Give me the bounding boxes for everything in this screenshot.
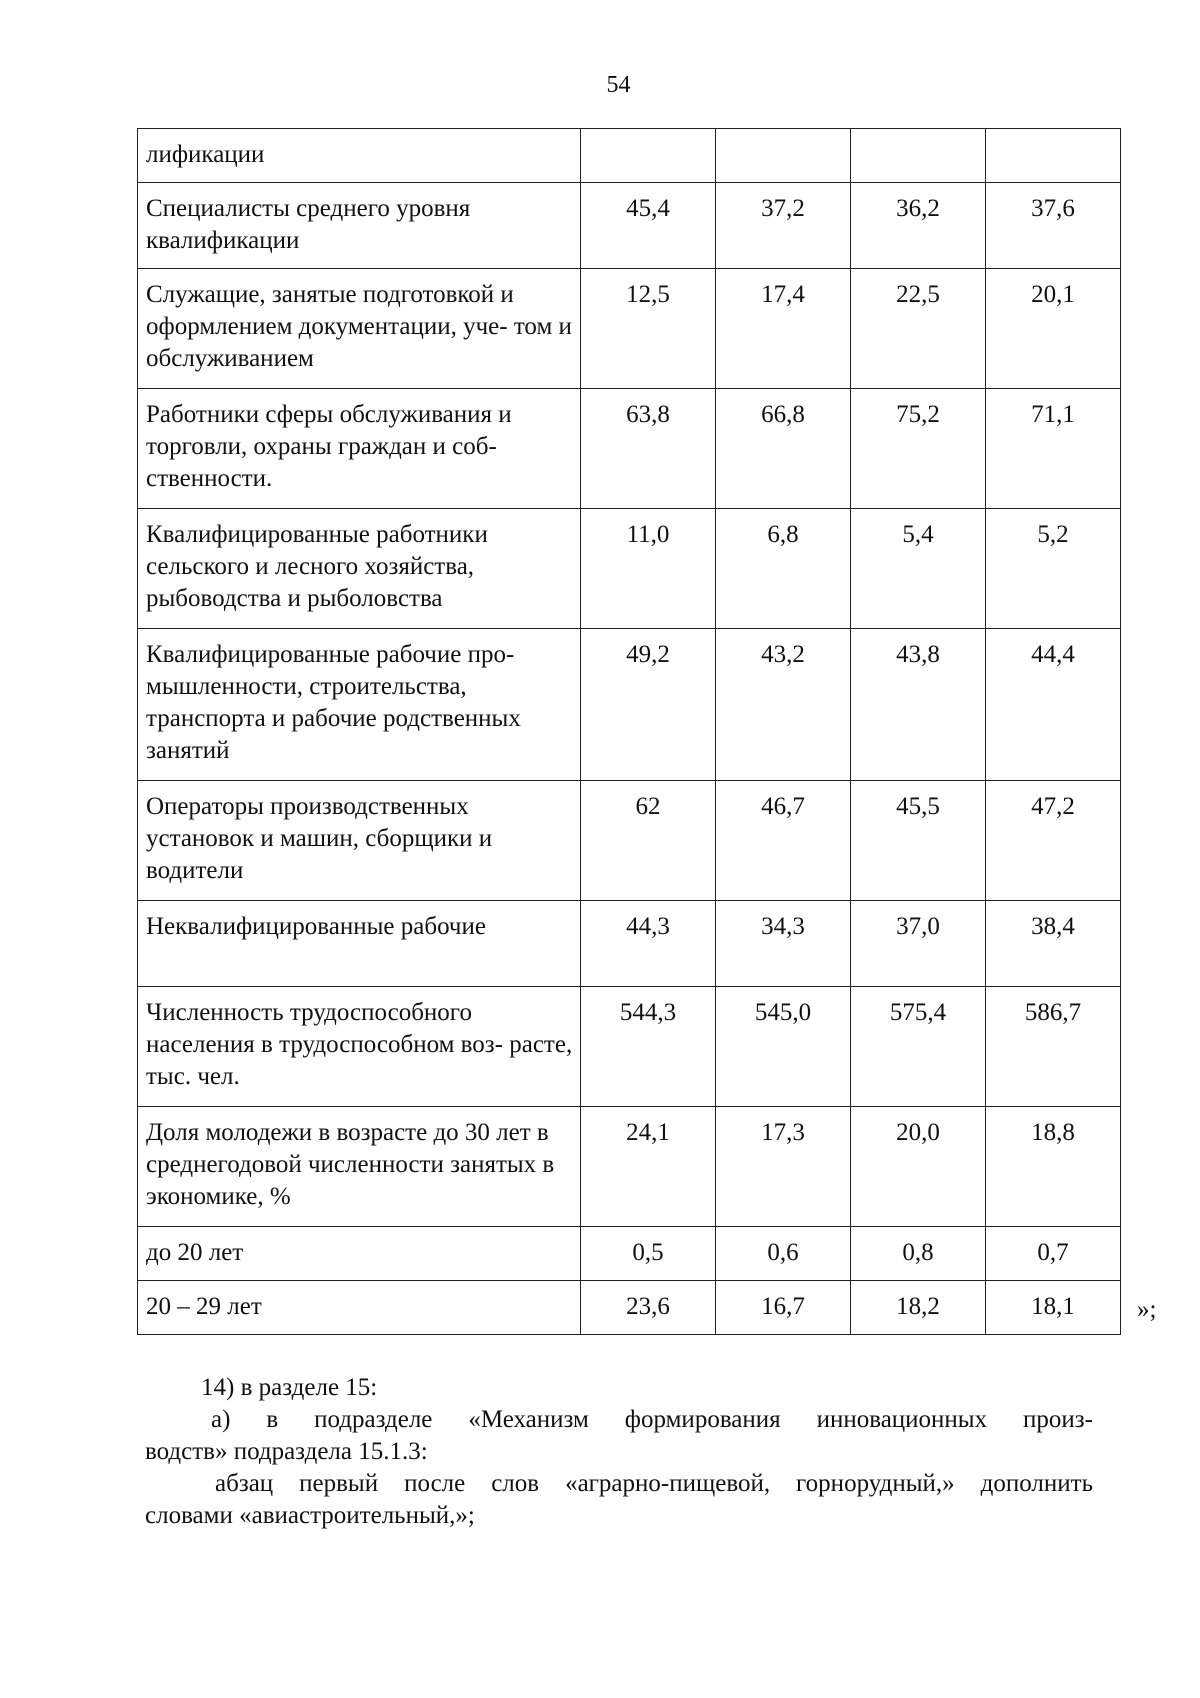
row-value: 6,8	[716, 509, 851, 629]
row-label: 20 – 29 лет	[138, 1281, 581, 1335]
row-value: 0,7	[986, 1227, 1121, 1281]
row-value: 45,4	[581, 183, 716, 269]
row-value: 44,3	[581, 901, 716, 987]
row-value: 11,0	[581, 509, 716, 629]
row-value: 37,0	[851, 901, 986, 987]
row-value	[986, 129, 1121, 183]
row-value: 44,4	[986, 629, 1121, 781]
row-label: Доля молодежи в возрасте до 30 лет в среднегодовой численности занятых в экономике, %	[138, 1107, 581, 1227]
row-label: до 20 лет	[138, 1227, 581, 1281]
statistics-table	[137, 128, 1121, 1335]
row-label: Квалифицированные работники сельского и лесного хозяйства, рыбоводства и рыболовства	[138, 509, 581, 629]
row-label: Квалифицированные рабочие про- мышленности, строительства, транспорта и рабочие родственных занятий	[138, 629, 581, 781]
row-value	[581, 129, 716, 183]
row-value: 17,4	[716, 269, 851, 389]
table-row	[138, 1281, 1121, 1335]
table-row	[138, 183, 1121, 269]
table-row	[138, 269, 1121, 389]
row-value: 46,7	[716, 781, 851, 901]
row-value: 17,3	[716, 1107, 851, 1227]
row-value: 75,2	[851, 389, 986, 509]
row-label: Операторы производственных установок и машин, сборщики и водители	[138, 781, 581, 901]
row-value: 66,8	[716, 389, 851, 509]
row-value: 18,1	[986, 1281, 1121, 1335]
row-value: 71,1	[986, 389, 1121, 509]
row-value: 0,5	[581, 1227, 716, 1281]
row-value: 24,1	[581, 1107, 716, 1227]
row-value: 0,8	[851, 1227, 986, 1281]
row-label: Специалисты среднего уровня квалификации	[138, 183, 581, 269]
table-row	[138, 901, 1121, 987]
row-value: 43,2	[716, 629, 851, 781]
row-value: 38,4	[986, 901, 1121, 987]
row-value: 12,5	[581, 269, 716, 389]
table-row	[138, 129, 1121, 183]
row-value	[851, 129, 986, 183]
table-row	[138, 629, 1121, 781]
row-value: 20,1	[986, 269, 1121, 389]
row-label: Работники сферы обслуживания и торговли, охраны граждан и соб- ственности.	[138, 389, 581, 509]
row-value: 63,8	[581, 389, 716, 509]
row-value: 0,6	[716, 1227, 851, 1281]
row-value: 18,2	[851, 1281, 986, 1335]
row-value: 16,7	[716, 1281, 851, 1335]
row-value: 5,2	[986, 509, 1121, 629]
row-value: 45,5	[851, 781, 986, 901]
row-value: 37,2	[716, 183, 851, 269]
row-value: 20,0	[851, 1107, 986, 1227]
subitem-a-line1: а) в подразделе «Механизм формирования инновационных произ-	[211, 1406, 1093, 1433]
row-value: 544,3	[581, 987, 716, 1107]
paragraph-line1: абзац первый после слов «аграрно-пищевой, горнорудный,» дополнить	[215, 1470, 1093, 1497]
row-value: 545,0	[716, 987, 851, 1107]
table-row	[138, 1107, 1121, 1227]
row-value: 34,3	[716, 901, 851, 987]
closing-quote-mark: »;	[1137, 1296, 1157, 1323]
row-value: 22,5	[851, 269, 986, 389]
subitem-a-line2: водств» подраздела 15.1.3:	[145, 1438, 428, 1465]
table-row	[138, 781, 1121, 901]
row-value: 5,4	[851, 509, 986, 629]
table-row	[138, 389, 1121, 509]
table-row	[138, 987, 1121, 1107]
row-label: Численность трудоспособного населения в трудоспособном воз- расте, тыс. чел.	[138, 987, 581, 1107]
row-value: 18,8	[986, 1107, 1121, 1227]
row-label: лификации	[138, 129, 581, 183]
item-14-heading: 14) в разделе 15:	[201, 1374, 378, 1401]
row-label: Служащие, занятые подготовкой и оформлением документации, уче- том и обслуживанием	[138, 269, 581, 389]
row-value: 586,7	[986, 987, 1121, 1107]
row-value: 49,2	[581, 629, 716, 781]
row-value: 36,2	[851, 183, 986, 269]
row-value: 47,2	[986, 781, 1121, 901]
row-label: Неквалифицированные рабочие	[138, 901, 581, 987]
row-value: 575,4	[851, 987, 986, 1107]
row-value: 62	[581, 781, 716, 901]
row-value: 37,6	[986, 183, 1121, 269]
table-row	[138, 1227, 1121, 1281]
row-value	[716, 129, 851, 183]
row-value: 23,6	[581, 1281, 716, 1335]
row-value: 43,8	[851, 629, 986, 781]
table-row	[138, 509, 1121, 629]
paragraph-line2: словами «авиастроительный,»;	[145, 1502, 475, 1529]
page-number: 54	[606, 72, 631, 98]
